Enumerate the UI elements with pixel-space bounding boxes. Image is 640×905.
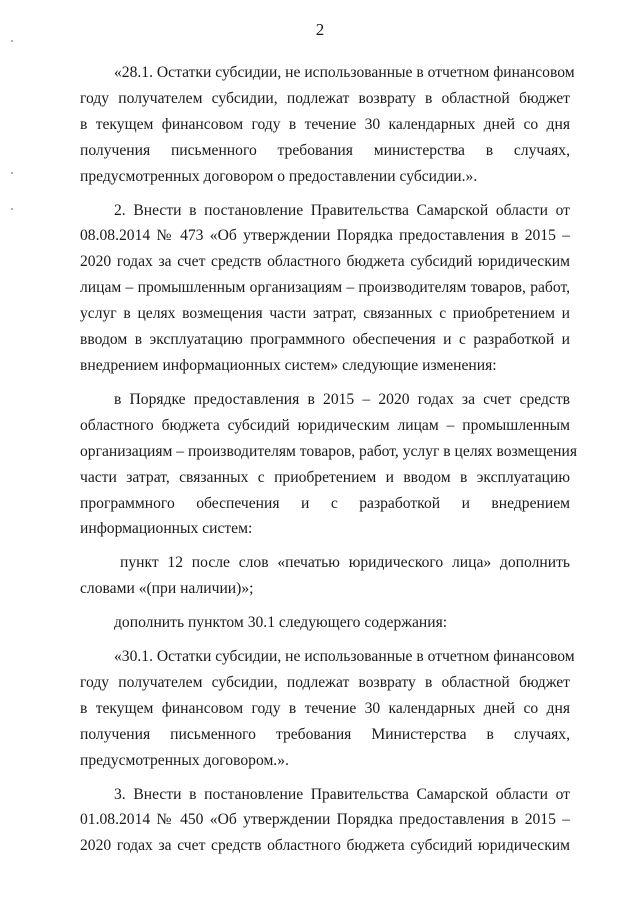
text-line: 01.08.2014 № 450 «Об утверждении Порядка предоставления в 2015 – — [80, 811, 570, 829]
paragraph-add-30-1 — [80, 610, 570, 636]
paragraph-point-12 — [80, 550, 570, 602]
text-line: части затрат, связанных с приобретением и вводом в эксплуатацию — [80, 468, 570, 486]
text-line: пункт 12 после слов «печатью юридического лица» дополнить — [120, 554, 570, 572]
text-line: «28.1. Остатки субсидии, не использованные в отчетном финансовом — [114, 64, 575, 81]
text-line: предусмотренных договором о предоставлении субсидии.». — [80, 167, 478, 185]
text-line: внедрением информационных систем» следующие изменения: — [80, 356, 497, 374]
text-line: 2. Внести в постановление Правительства Самарской области от — [114, 201, 570, 219]
text-line: услуг в целях возмещения части затрат, связанных с приобретением и — [80, 305, 570, 323]
text-line: 2020 годах за счет средств областного бюджета субсидий юридическим — [80, 253, 570, 271]
text-line: программного обеспечения и с разработкой и внедрением — [80, 494, 570, 512]
text-line: в текущем финансовом году в течение 30 календарных дней со дня — [80, 699, 570, 717]
text-line: получения письменного требования Министерства в случаях, — [80, 725, 570, 743]
text-line: лицам – промышленным организациям – производителям товаров, работ, — [80, 279, 570, 297]
text-line: организациям – производителям товаров, работ, услуг в целях возмещения — [80, 442, 578, 460]
scan-margin-mark — [11, 40, 13, 42]
text-line: словами «(при наличии)»; — [80, 580, 254, 598]
text-line: областного бюджета субсидий юридическим лицам – промышленным — [80, 416, 570, 434]
text-line: в текущем финансовом году в течение 30 календарных дней со дня — [80, 115, 570, 133]
scan-margin-mark — [11, 208, 13, 210]
text-line: году получателем субсидии, подлежат возврату в областной бюджет — [80, 673, 570, 691]
text-line: информационных систем: — [80, 520, 253, 538]
paragraph-28-1 — [80, 60, 575, 190]
text-line: 3. Внести в постановление Правительства Самарской области от — [114, 785, 570, 803]
text-line: 2020 годах за счет средств областного бюджета субсидий юридическим — [80, 837, 570, 855]
text-line: вводом в эксплуатацию программного обеспечения и с разработкой и — [80, 331, 570, 349]
paragraph-item-2 — [80, 198, 570, 379]
text-line: получения письменного требования министерства в случаях, — [80, 141, 570, 159]
text-line: «30.1. Остатки субсидии, не использованные в отчетном финансовом — [114, 648, 575, 666]
text-line: дополнить пунктом 30.1 следующего содержания: — [114, 614, 448, 632]
document-body — [80, 60, 578, 859]
text-line: 08.08.2014 № 473 «Об утверждении Порядка предоставления в 2015 – — [80, 227, 570, 245]
text-line: году получателем субсидии, подлежат возврату в областной бюджет — [80, 89, 570, 107]
text-line: предусмотренных договором.». — [80, 751, 289, 769]
page-number: 2 — [315, 20, 325, 39]
scan-margin-mark — [11, 172, 13, 174]
paragraph-30-1 — [80, 644, 575, 774]
text-line: в Порядке предоставления в 2015 – 2020 годах за счет средств — [114, 390, 570, 408]
paragraph-item-3 — [80, 782, 570, 860]
paragraph-order-changes — [80, 387, 578, 542]
